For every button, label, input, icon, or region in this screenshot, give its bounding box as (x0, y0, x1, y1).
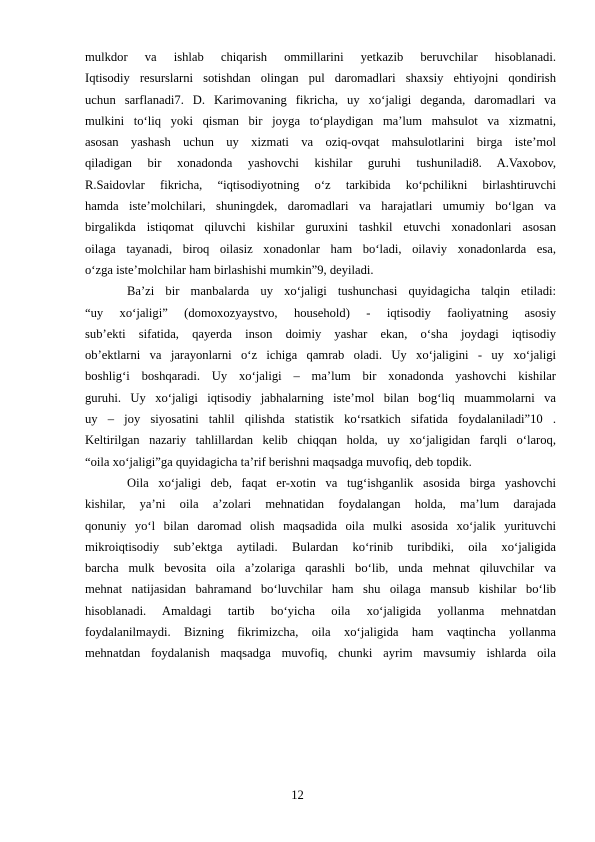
text-line: qonuniy yo‘l bilan daromad olish maqsadida oila mulki asosida xo‘jalik yurituvchi (85, 518, 556, 533)
text-line: o‘zga iste’molchilar ham birlashishi mumkin”9, deyiladi. (85, 262, 374, 277)
text-line: Keltirilgan nazariy tahlillardan kelib chiqqan holda, uy xo‘jaligidan farqli o‘laroq, (85, 433, 556, 448)
paragraph (85, 47, 556, 281)
text-line: sub’ekti sifatida, qayerda inson doimiy yashar ekan, o‘sha joydagi iqtisodiy (85, 326, 556, 341)
text-line: uchun sarflanadi7. D. Karimovaning fikricha, uy xo‘jaligi deganda, daromadlari va (85, 92, 556, 107)
text-line: hamda iste’molchilari, shuningdek, daromadlari va harajatlari umumiy bo‘lgan va (85, 199, 556, 214)
text-line: oilaga tayanadi, biroq oilasiz xonadonlar ham bo‘ladi, oilaviy xonadonlarda esa, (85, 241, 556, 256)
document-body (85, 47, 556, 665)
paragraph (85, 473, 556, 665)
text-line: R.Saidovlar fikricha, “iqtisodiyotning o‘z tarkibida ko‘pchilikni birlashtiruvchi (85, 177, 556, 192)
text-line: qiladigan bir xonadonda yashovchi kishilar guruhi tushuniladi8. A.Vaxobov, (85, 156, 556, 171)
page-number: 12 (291, 788, 304, 802)
text-line: asosan yashash uchun uy xizmati va oziq-ovqat mahsulotlarini birga iste’mol (85, 135, 556, 150)
text-line: mehnat natijasidan bahramand bo‘luvchilar ham shu oilaga mansub kishilar bo‘lib (85, 582, 556, 597)
text-line: “uy xo‘jaligi” (domoxozyaystvo, household) - iqtisodiy faoliyatning asosiy (85, 305, 556, 320)
text-line: uy – joy siyosatini tahlil qilishda statistik ko‘rsatkich sifatida foydalaniladi”10 . (85, 412, 556, 427)
text-line: hisoblanadi. Amaldagi tartib bo‘yicha oila xo‘jaligida yollanma mehnatdan (85, 603, 556, 618)
text-line: mulkdor va ishlab chiqarish ommillarini yetkazib beruvchilar hisoblanadi. (85, 50, 556, 64)
text-line: boshlig‘i boshqaradi. Uy xo‘jaligi – ma’lum bir xonadonda yashovchi kishilar (85, 369, 556, 384)
text-line: birgalikda istiqomat qiluvchi kishilar guruxini tashkil etuvchi xonadonlari asosan (85, 220, 556, 235)
text-line: Oila xo‘jaligi deb, faqat er-xotin va tug‘ishganlik asosida birga yashovchi (127, 475, 556, 490)
text-line: ob’ektlarni va jarayonlarni o‘z ichiga qamrab oladi. Uy xo‘jaligini - uy xo‘jaligi (85, 348, 556, 363)
text-line: barcha mulk bevosita oila a’zolariga qarashli bo‘lib, unda mehnat qiluvchilar va (85, 561, 556, 576)
text-line: kishilar, ya’ni oila a’zolari mehnatidan foydalangan holda, ma’lum darajada (85, 497, 556, 512)
text-line: guruhi. Uy xo‘jaligi iqtisodiy jabhalarning iste’mol bilan bog‘liq muammolarni va (85, 390, 556, 405)
paragraph (85, 281, 556, 473)
text-line: foydalanilmaydi. Bizning fikrimizcha, oila xo‘jaligida ham vaqtincha yollanma (85, 625, 556, 640)
text-line: mikroiqtisodiy sub’ektga aytiladi. Bulardan ko‘rinib turibdiki, oila xo‘jaligida (85, 539, 556, 554)
text-line: Ba’zi bir manbalarda uy xo‘jaligi tushunchasi quyidagicha talqin etiladi: (127, 284, 556, 299)
text-line: Iqtisodiy resurslarni sotishdan olingan pul daromadlari shaxsiy ehtiyojni qondirish (85, 71, 556, 86)
text-line: mulkini to‘liq yoki qisman bir joyga to‘playdigan ma’lum mahsulot va xizmatni, (85, 113, 556, 128)
text-line: mehnatdan foydalanish maqsadga muvofiq, chunki ayrim mavsumiy ishlarda oila (85, 646, 556, 661)
text-line: “oila xo‘jaligi”ga quyidagicha ta’rif berishni maqsadga muvofiq, deb topdik. (85, 454, 472, 469)
